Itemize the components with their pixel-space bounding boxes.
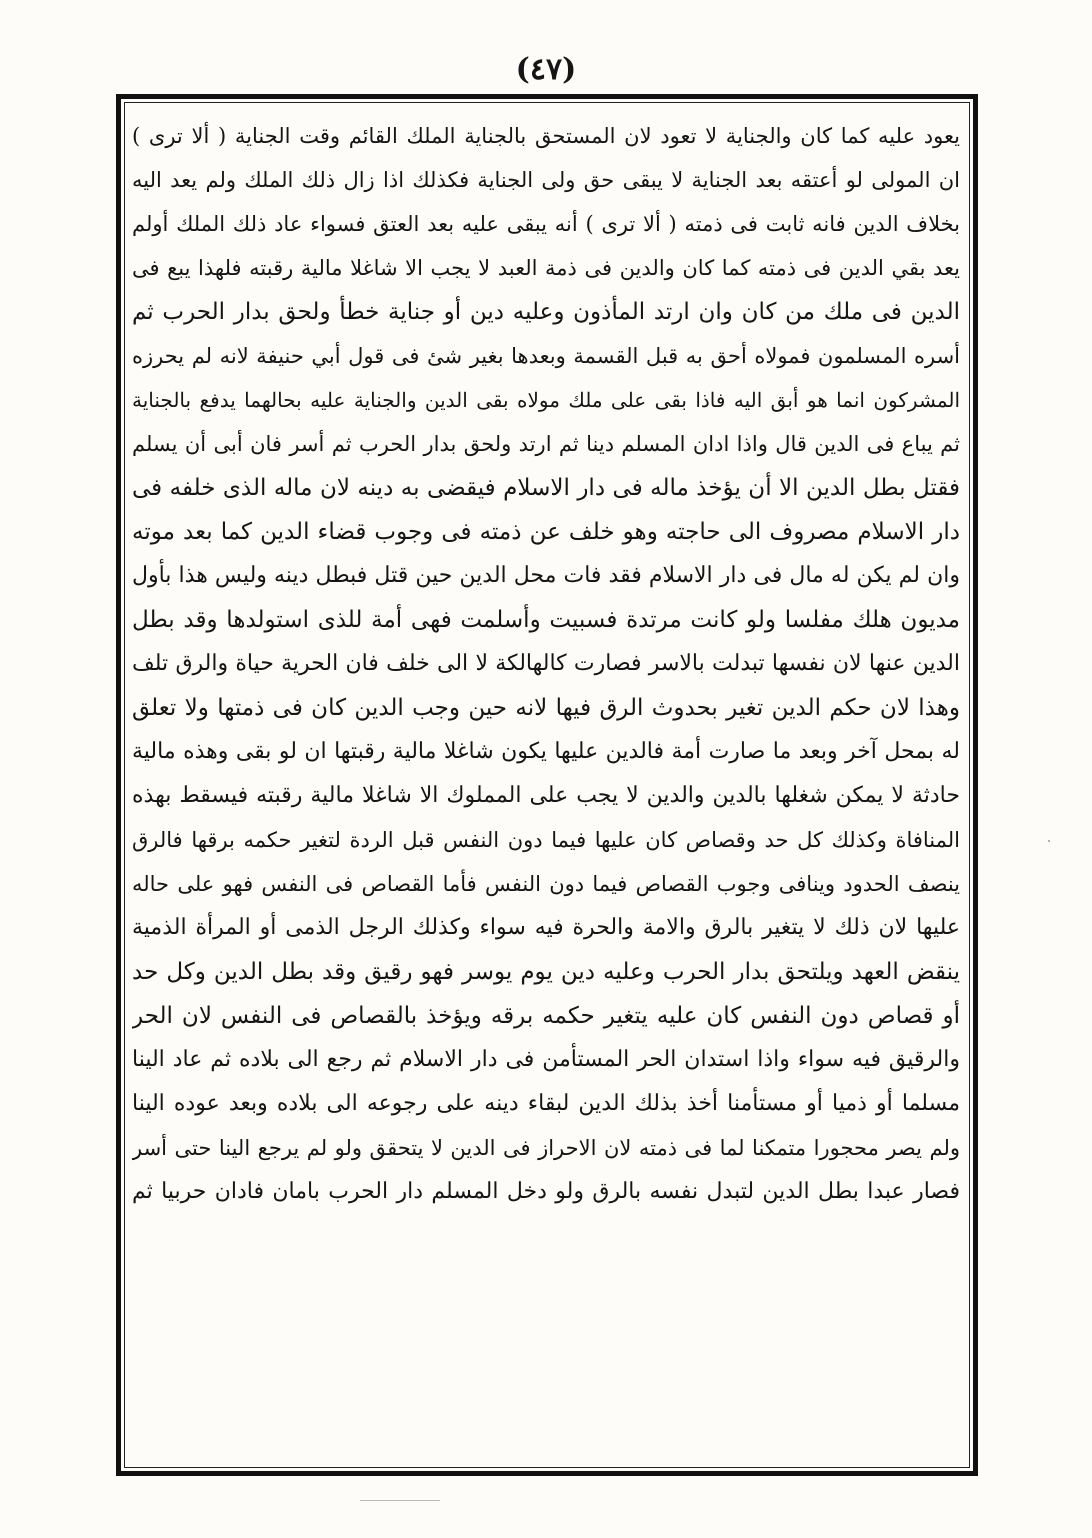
text-line: مسلما أو ذميا أو مستأمنا أخذ بذلك الدين لبقاء دينه على رجوعه الى بلاده وبعد عوده الينا xyxy=(132,1091,960,1116)
text-line: دار الاسلام مصروف الى حاجته وهو خلف عن ذمته فى وجوب قضاء الدين كما بعد موته xyxy=(132,519,960,545)
text-line: فصار عبدا بطل الدين لتبدل نفسه بالرق ولو دخل المسلم دار الحرب بامان فادان حربيا ثم xyxy=(132,1179,960,1204)
text-line: والرقيق فيه سواء واذا استدان الحر المستأمن فى دار الاسلام ثم رجع الى بلاده ثم عاد الينا xyxy=(132,1047,960,1072)
scan-speck xyxy=(1048,840,1050,842)
text-line: الدين فى ملك من كان وان ارتد المأذون وعليه دين أو جناية خطأ ولحق بدار الحرب ثم xyxy=(132,299,960,325)
text-line: وهذا لان حكم الدين تغير بحدوث الرق فيها لانه حين وجب الدين كان فى ذمتها ولا تعلق xyxy=(132,695,960,721)
text-line: ان المولى لو أعتقه بعد الجناية لا يبقى حق ولى الجناية فكذلك اذا زال ذلك الملك ولم يعد اليه xyxy=(132,168,960,192)
text-line: الدين عنها لان نفسها تبدلت بالاسر فصارت كالهالكة لا الى خلف فان الحرية حياة والرق تلف xyxy=(132,651,960,676)
text-line: ثم يباع فى الدين قال واذا ادان المسلم دينا ثم ارتد ولحق بدار الحرب ثم أسر فان أبى أن يسلم xyxy=(132,432,960,456)
text-line: ولم يصر محجورا متمكنا لما فى ذمته لان الاحراز فى الدين لا يتحقق ولو لم يرجع الينا حتى أسر xyxy=(132,1136,960,1160)
page-number: (٤٧) xyxy=(515,52,577,87)
scan-rule-mark xyxy=(360,1500,440,1501)
text-line: بخلاف الدين فانه ثابت فى ذمته ( ألا ترى ) أنه يبقى عليه بعد العتق فسواء عاد ذلك الملك أولم xyxy=(132,212,960,236)
text-line: أو قصاص دون النفس كان عليه يتغير حكمه برقه ويؤخذ بالقصاص فى النفس لان الحر xyxy=(132,1003,960,1029)
text-line: يعود عليه كما كان والجناية لا تعود لان المستحق بالجناية الملك القائم وقت الجناية ( ألا ترى ) xyxy=(132,124,960,148)
text-line: أسره المسلمون فمولاه أحق به قبل القسمة وبعدها بغير شئ فى قول أبي حنيفة لانه لم يحرزه xyxy=(132,344,960,368)
text-line: ينقض العهد ويلتحق بدار الحرب وعليه دين يوم يوسر فهو رقيق وقد بطل الدين وكل حد xyxy=(132,959,960,985)
text-line: له بمحل آخر وبعد ما صارت أمة فالدين عليها يكون شاغلا مالية رقبتها ان لو بقى وهذه مالية xyxy=(132,739,960,764)
text-line: مديون هلك مفلسا ولو كانت مرتدة فسبيت وأسلمت فهى أمة للذى استولدها وقد بطل xyxy=(132,607,960,633)
text-line: المشركون انما هو أبق اليه فاذا بقى على ملك مولاه بقى الدين والجناية عليه بحالهما يدفع بالجناية xyxy=(132,388,960,412)
text-line: يعد بقي الدين فى ذمته كما كان والدين فى ذمة العبد لا يجب الا شاغلا مالية رقبته فلهذا يبع فى xyxy=(132,256,960,280)
text-line: حادثة لا يمكن شغلها بالدين والدين لا يجب على المملوك الا شاغلا مالية رقبته فيسقط بهذه xyxy=(132,783,960,808)
text-line: وان لم يكن له مال فى دار الاسلام فقد فات محل الدين حين قتل فبطل دينه وليس هذا بأول xyxy=(132,563,960,588)
text-line: فقتل بطل الدين الا أن يؤخذ ماله فى دار الاسلام فيقضى به دينه لان ماله الذى خلفه فى xyxy=(132,475,960,501)
text-line: عليها لان ذلك لا يتغير بالرق والامة والحرة فيه سواء وكذلك الرجل الذمى أو المرأة الذمية xyxy=(132,915,960,940)
text-line: ينصف الحدود وينافى وجوب القصاص فيما دون النفس فأما القصاص فى النفس فهو على حاله xyxy=(132,872,960,896)
body-text xyxy=(132,114,960,1464)
text-line: المنافاة وكذلك كل حد وقصاص كان عليها فيما دون النفس قبل الردة لتغير حكمه برقها فالرق xyxy=(132,828,960,852)
